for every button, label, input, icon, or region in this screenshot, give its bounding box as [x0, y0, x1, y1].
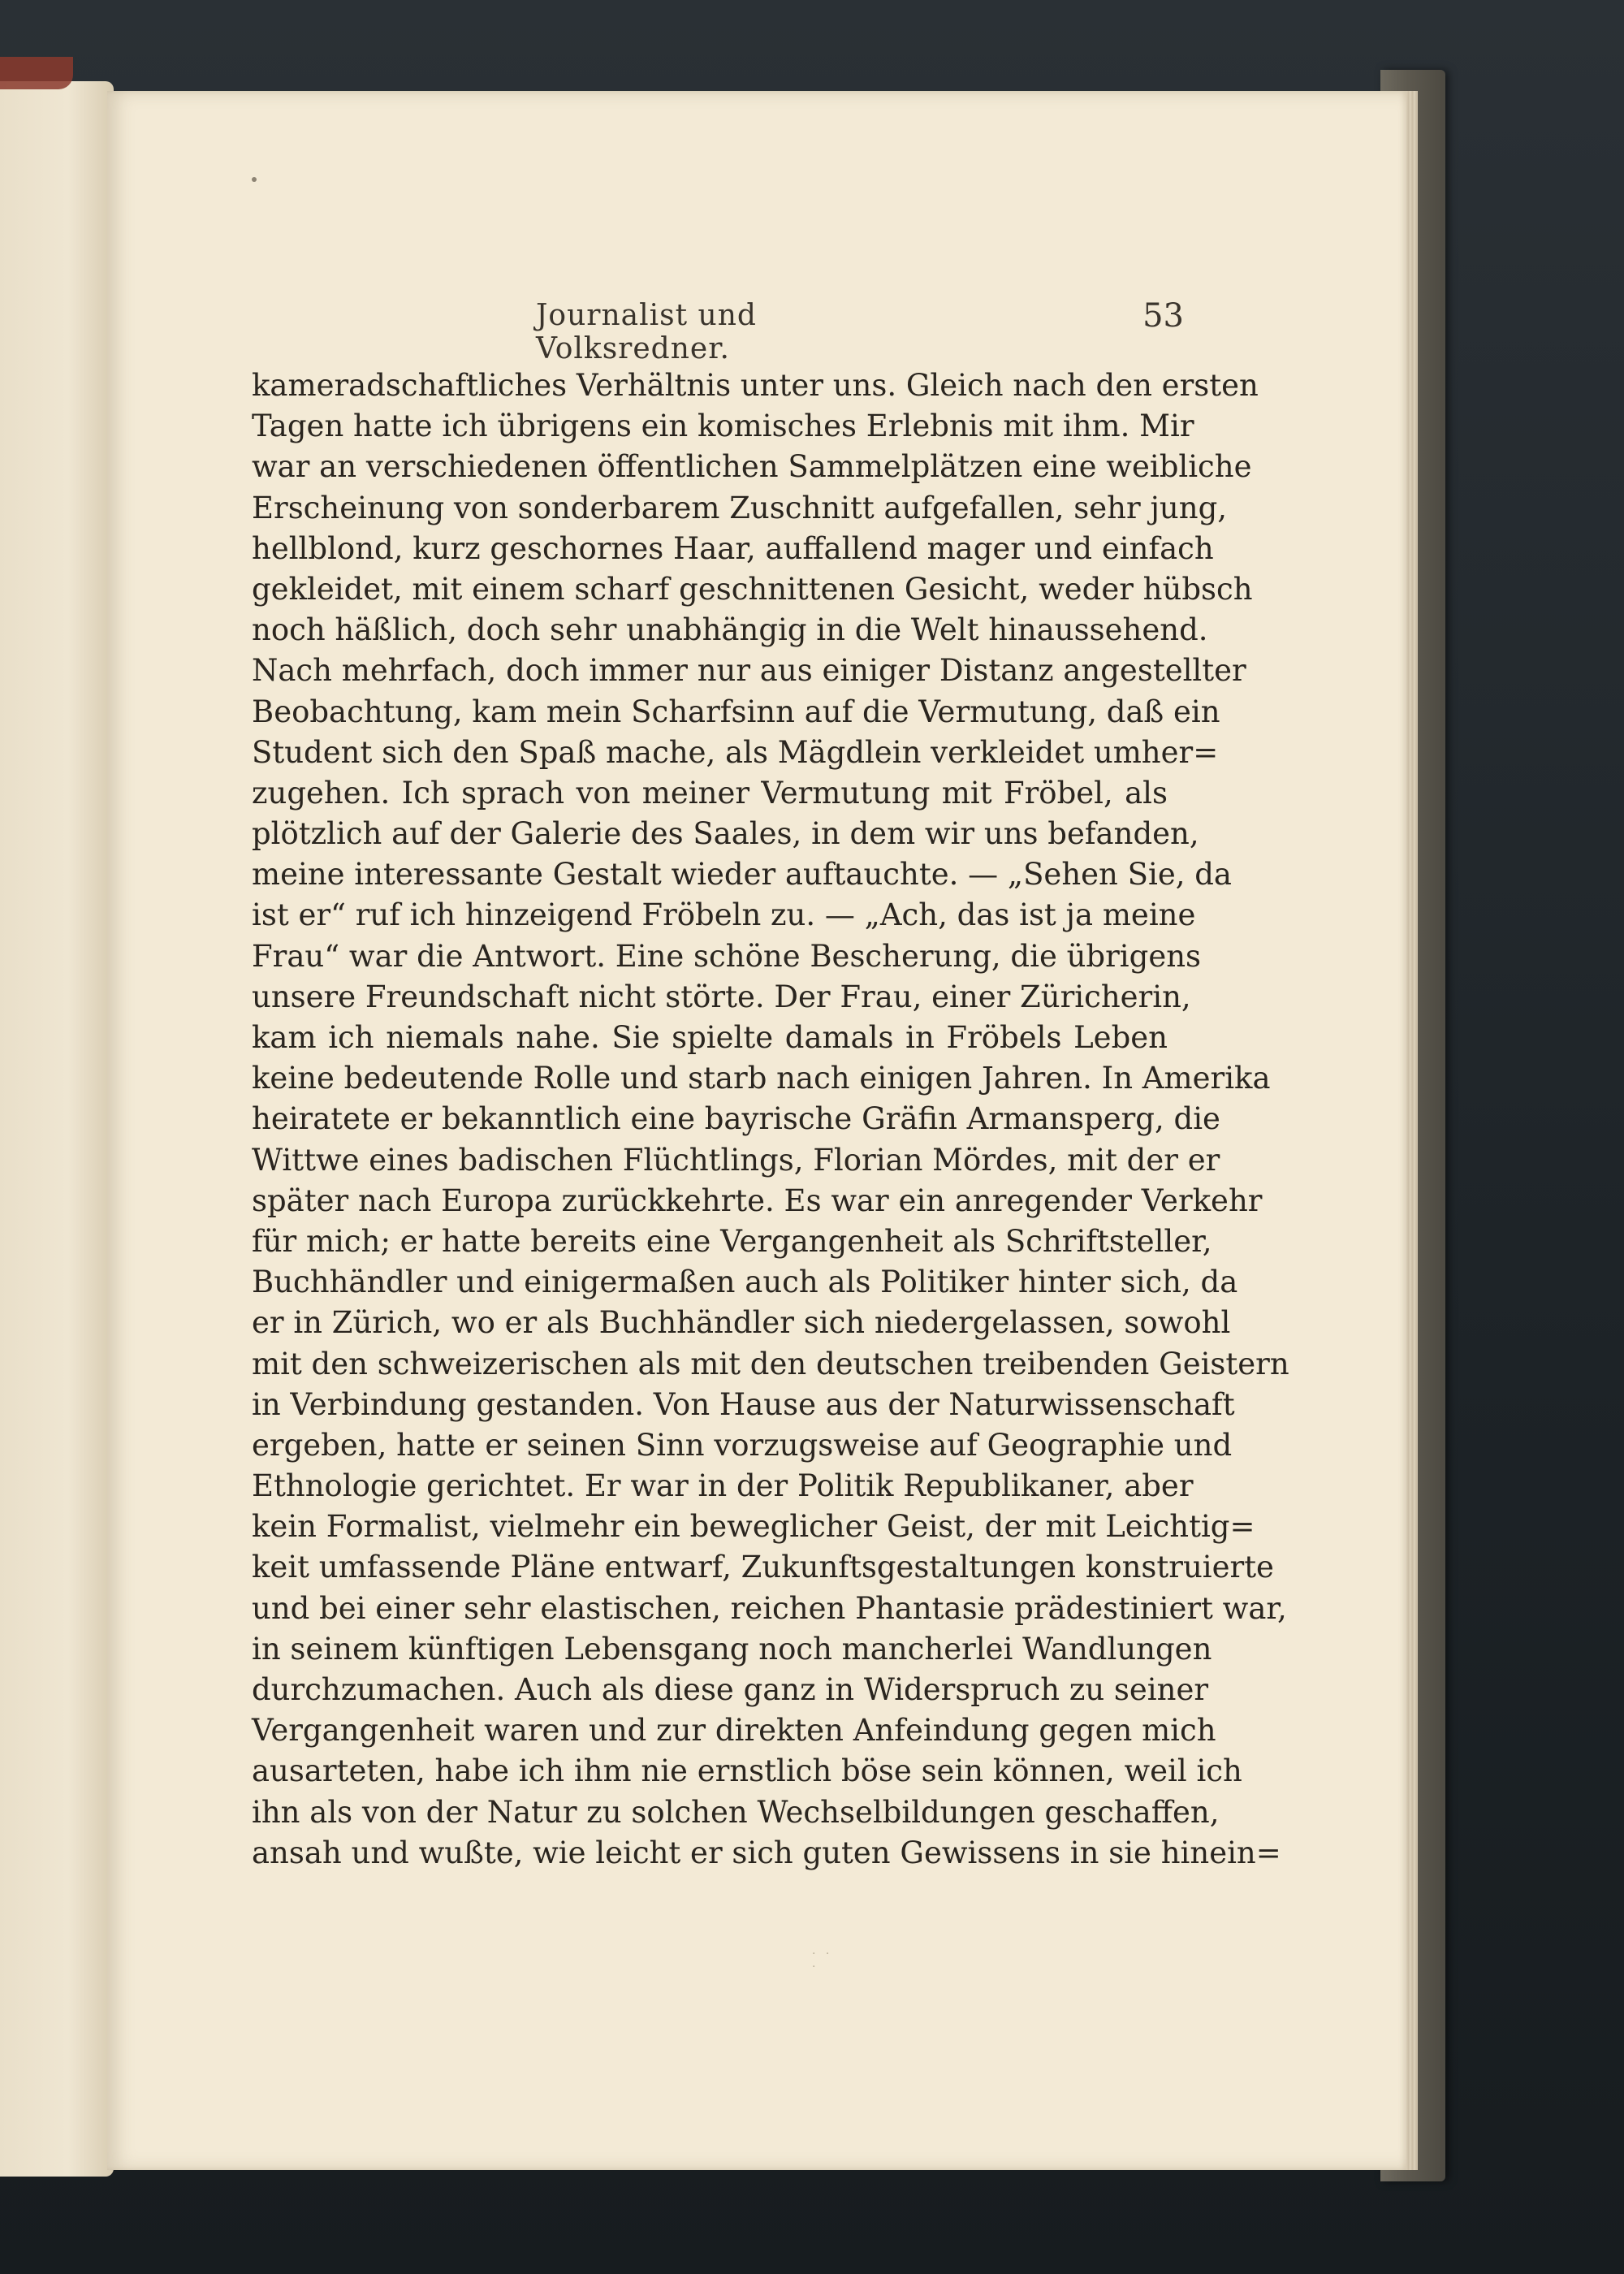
body-text	[252, 365, 1289, 1909]
text-line: war an verschiedenen öffentlichen Sammelplätzen eine weibliche	[252, 449, 1252, 485]
text-line: meine interessante Gestalt wieder auftauchte. — „Sehen Sie, da	[252, 857, 1232, 893]
text-line: kameradschaftliches Verhältnis unter uns. Gleich nach den ersten	[252, 368, 1259, 403]
text-line: Erscheinung von sonderbarem Zuschnitt aufgefallen, sehr jung,	[252, 490, 1228, 525]
text-line: kein Formalist, vielmehr ein beweglicher Geist, der mit Leichtig=	[252, 1509, 1255, 1545]
text-line: ist er“ ruf ich hinzeigend Fröbeln zu. — „Ach, das ist ja meine	[252, 897, 1196, 933]
facing-page-corner	[0, 57, 73, 89]
text-line: ihn als von der Natur zu solchen Wechselbildungen geschaffen,	[252, 1794, 1220, 1830]
text-line: gekleidet, mit einem scharf geschnittenen Gesicht, weder hübsch	[252, 571, 1253, 607]
text-line: heiratete er bekanntlich eine bayrische Gräfin Armansperg, die	[252, 1101, 1220, 1137]
text-line: Student sich den Spaß mache, als Mägdlein verkleidet umher=	[252, 734, 1219, 770]
text-line: ergeben, hatte er seinen Sinn vorzugsweise auf Geographie und	[252, 1427, 1233, 1463]
text-line: später nach Europa zurückkehrte. Es war ein anregender Verkehr	[252, 1182, 1263, 1218]
text-line: keine bedeutende Rolle und starb nach einigen Jahren. In Amerika	[252, 1061, 1271, 1096]
text-line: und bei einer sehr elastischen, reichen Phantasie prädestiniert war,	[252, 1590, 1287, 1626]
text-line: Nach mehrfach, doch immer nur aus einiger Distanz angestellter	[252, 653, 1246, 689]
text-line: Beobachtung, kam mein Scharfsinn auf die Vermutung, daß ein	[252, 694, 1220, 729]
text-line: ausarteten, habe ich ihm nie ernstlich böse sein können, weil ich	[252, 1753, 1242, 1789]
text-line: in Verbindung gestanden. Von Hause aus der Naturwissenschaft	[252, 1386, 1235, 1422]
text-line: zugehen. Ich sprach von meiner Vermutung mit Fröbel, als	[252, 775, 1168, 811]
text-line: Vergangenheit waren und zur direkten Anfeindung gegen mich	[252, 1713, 1216, 1749]
text-line: unsere Freundschaft nicht störte. Der Frau, einer Züricherin,	[252, 979, 1191, 1014]
running-head: Journalist und Volksredner.	[536, 299, 757, 365]
text-line: noch häßlich, doch sehr unabhängig in die Welt hinaussehend.	[252, 612, 1208, 648]
text-line: Buchhändler und einigermaßen auch als Politiker hinter sich, da	[252, 1265, 1238, 1300]
text-line: Ethnologie gerichtet. Er war in der Politik Republikaner, aber	[252, 1468, 1194, 1504]
text-line: keit umfassende Pläne entwarf, Zukunftsgestaltungen konstruierte	[252, 1550, 1274, 1585]
text-line: durchzumachen. Auch als diese ganz in Widerspruch zu seiner	[252, 1672, 1209, 1707]
text-line: in seinem künftigen Lebensgang noch mancherlei Wandlungen	[252, 1631, 1212, 1667]
text-line: Wittwe eines badischen Flüchtlings, Florian Mördes, mit der er	[252, 1142, 1220, 1178]
page-specks-bottom: · · ·	[812, 1948, 833, 1974]
text-line: mit den schweizerischen als mit den deutschen treibenden Geistern	[252, 1346, 1289, 1381]
page-number: 53	[1142, 297, 1184, 335]
text-line: Tagen hatte ich übrigens ein komisches Erlebnis mit ihm. Mir	[252, 409, 1194, 444]
facing-page-edge	[0, 81, 114, 2177]
text-line: Frau“ war die Antwort. Eine schöne Bescherung, die übrigens	[252, 938, 1202, 974]
page-speck	[252, 177, 257, 182]
text-line: kam ich niemals nahe. Sie spielte damals in Fröbels Leben	[252, 1020, 1168, 1055]
text-line: er in Zürich, wo er als Buchhändler sich niedergelassen, sowohl	[252, 1305, 1231, 1341]
text-line: hellblond, kurz geschornes Haar, auffallend mager und einfach	[252, 530, 1214, 566]
text-line: plötzlich auf der Galerie des Saales, in dem wir uns befanden,	[252, 816, 1199, 852]
text-line: ansah und wußte, wie leicht er sich guten Gewissens in sie hinein=	[252, 1835, 1281, 1870]
text-line: für mich; er hatte bereits eine Vergangenheit als Schriftsteller,	[252, 1223, 1212, 1259]
